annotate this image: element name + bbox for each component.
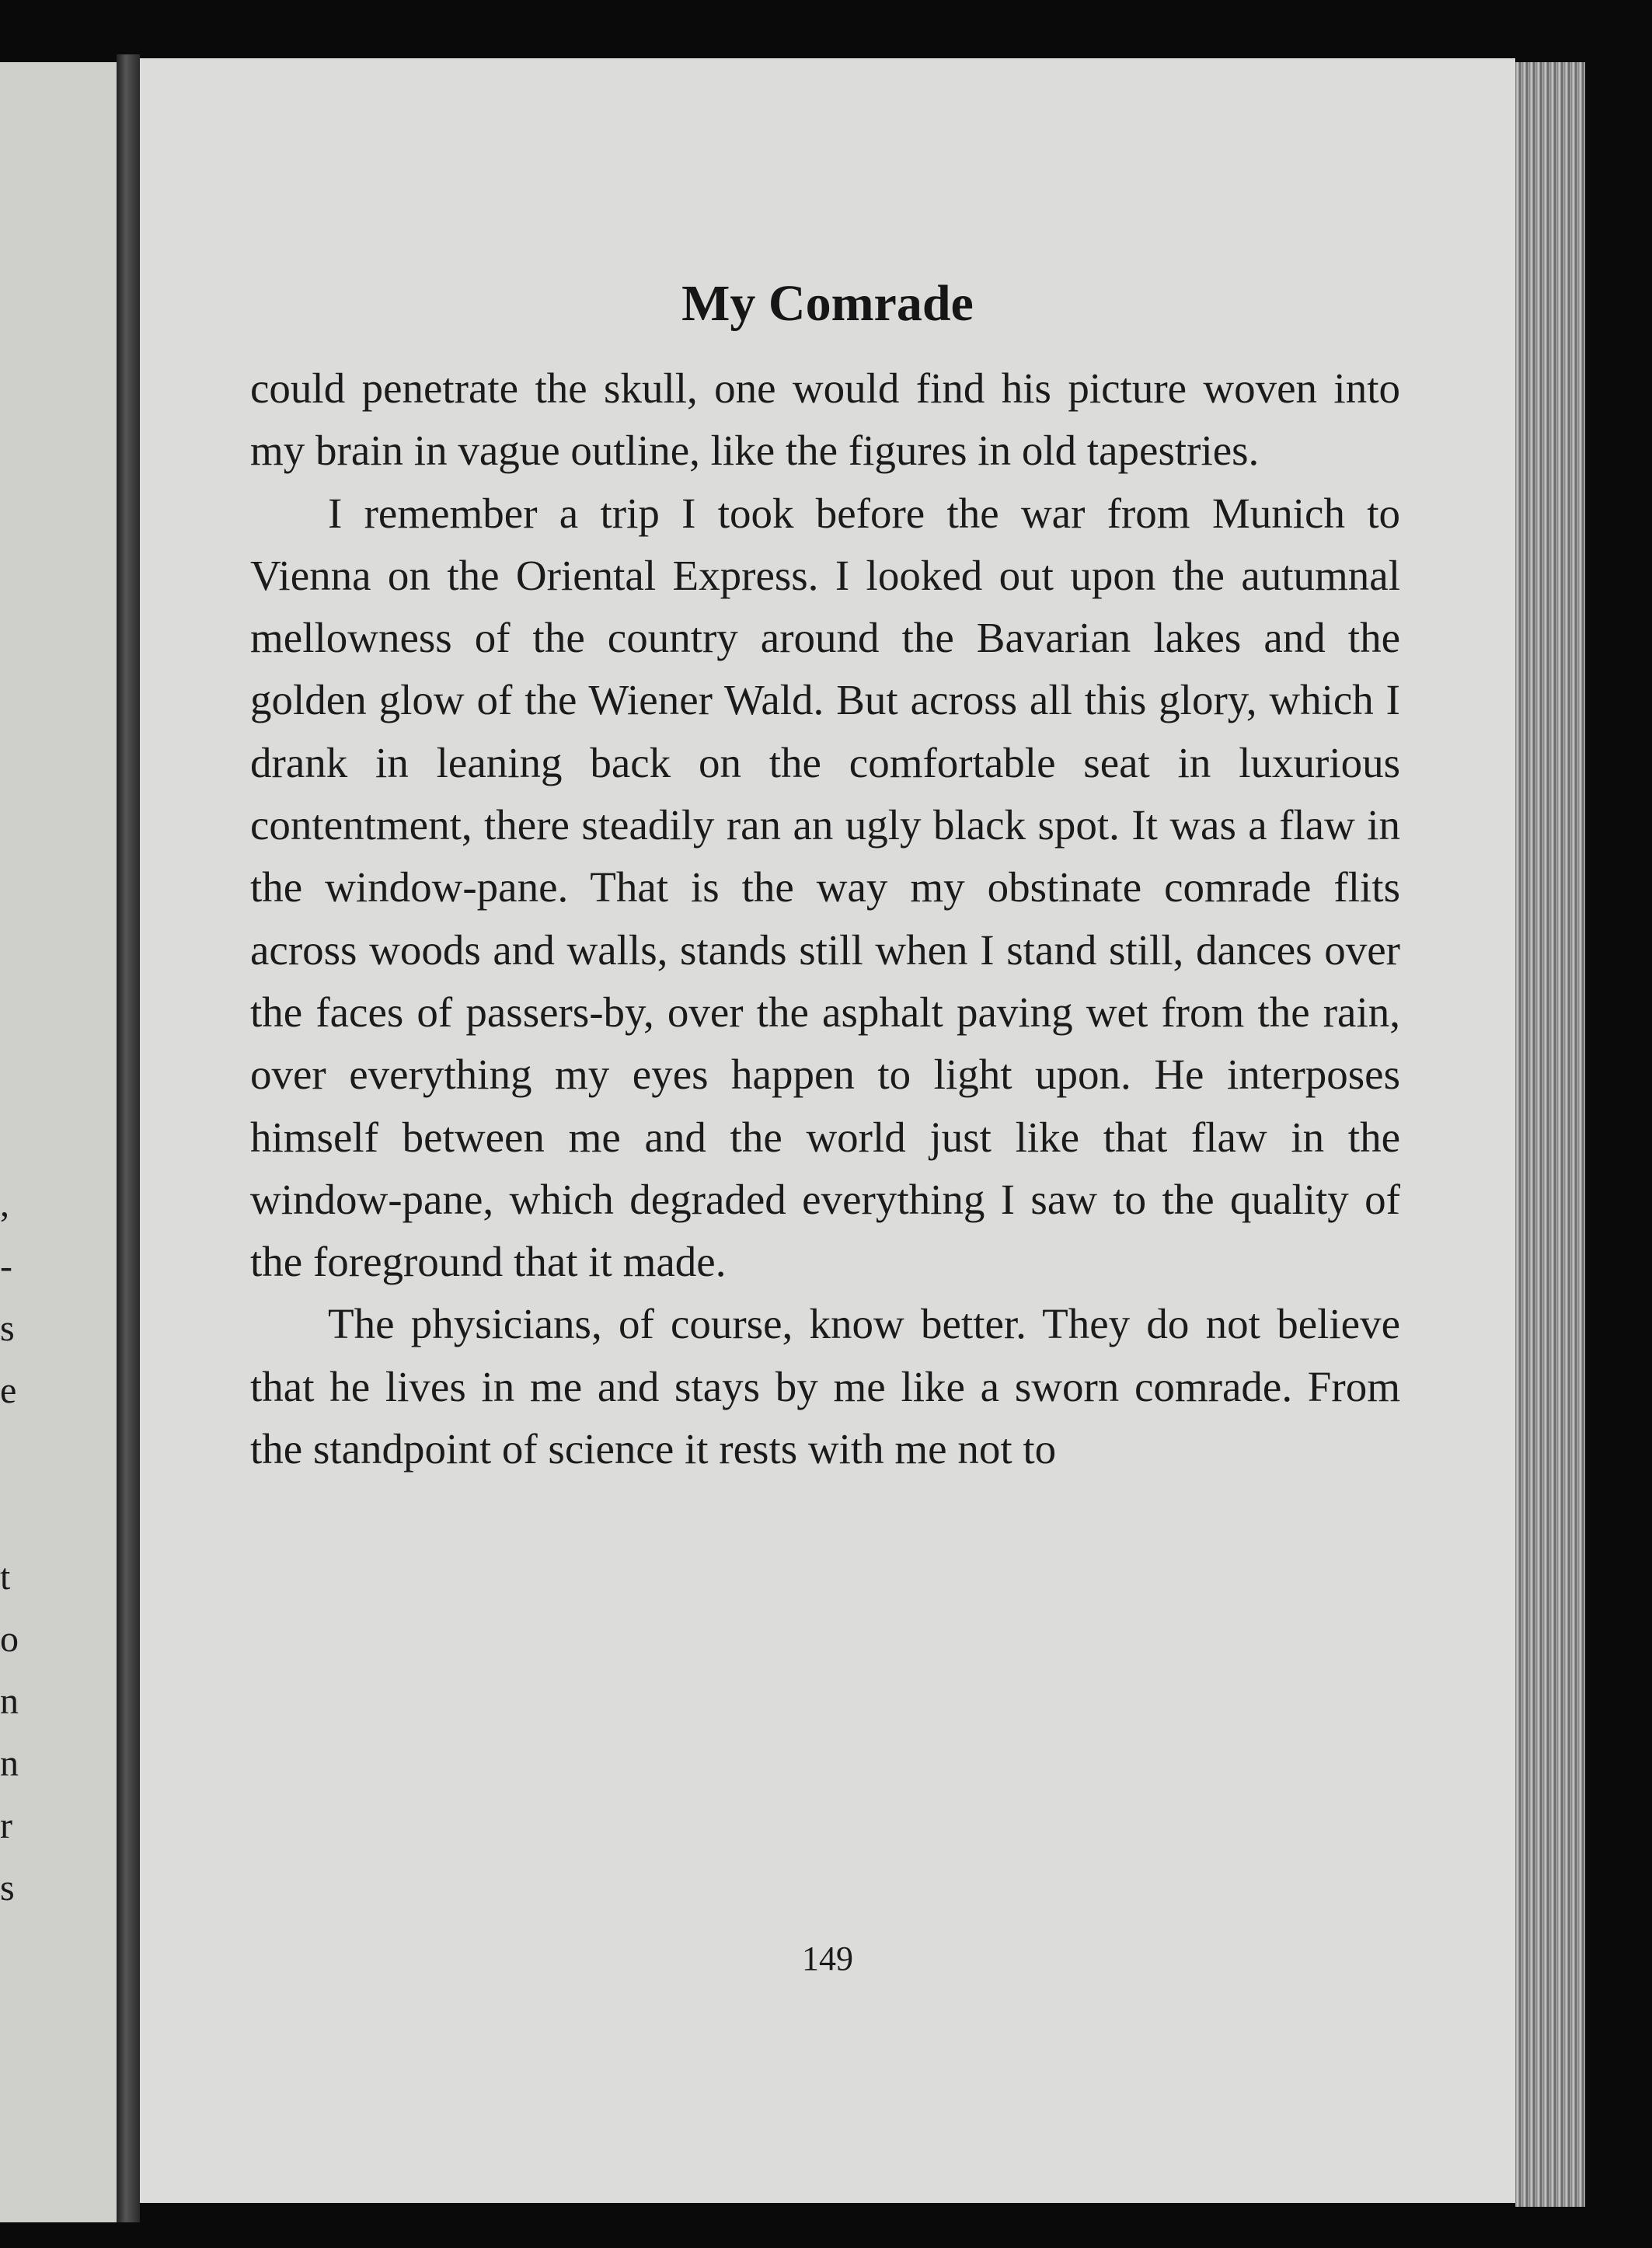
body-text (250, 357, 1400, 1480)
running-head: My Comrade (681, 275, 974, 332)
book-gutter (117, 54, 140, 2222)
left-fragment: e (0, 1370, 17, 1411)
paragraph-continuation: could penetrate the skull, one would find his picture woven into my brain in vague outline, like the figures in old tapestries. (250, 364, 1400, 475)
left-fragment: s (0, 1308, 15, 1349)
left-page-edge (0, 62, 117, 2222)
page-number: 149 (802, 1940, 853, 1978)
right-page (140, 58, 1515, 2203)
paragraph: I remember a trip I took before the war from Munich to Vienna on the Oriental Express. I looked out upon the autumnal mellowness of the country around the Bavarian lakes and the golden glow of the Wiener Wald. But across all this glory, which I drank in leaning back on the comfortable seat in luxurious contentment, there steadily ran an ugly black spot. It was a flaw in the window-pane. That is the way my obstinate comrade flits across woods and walls, stands still when I stand still, dances over the faces of passers-by, over the asphalt paving wet from the rain, over everything my eyes happen to light upon. He interposes himself between me and the world just like that flaw in the window-pane, which degraded everything I saw to the quality of the foreground that it made. (250, 489, 1400, 1286)
left-fragment (0, 1422, 47, 1484)
left-fragment: n (0, 1681, 19, 1722)
left-fragment: s (0, 1867, 15, 1908)
left-page-text-fragments (0, 1173, 47, 1919)
left-fragment (0, 1484, 47, 1546)
page-stack-edge (1515, 62, 1585, 2207)
left-fragment: o (0, 1619, 19, 1660)
left-fragment: - (0, 1246, 12, 1287)
left-fragment: , (0, 1183, 9, 1225)
left-fragment: r (0, 1805, 12, 1846)
left-fragment: t (0, 1556, 11, 1598)
paragraph: The physicians, of course, know better. They do not believe that he lives in me and stays by me like a sworn comrade. From the standpoint of science it rests with me not to (250, 1300, 1400, 1473)
left-fragment: n (0, 1743, 19, 1784)
